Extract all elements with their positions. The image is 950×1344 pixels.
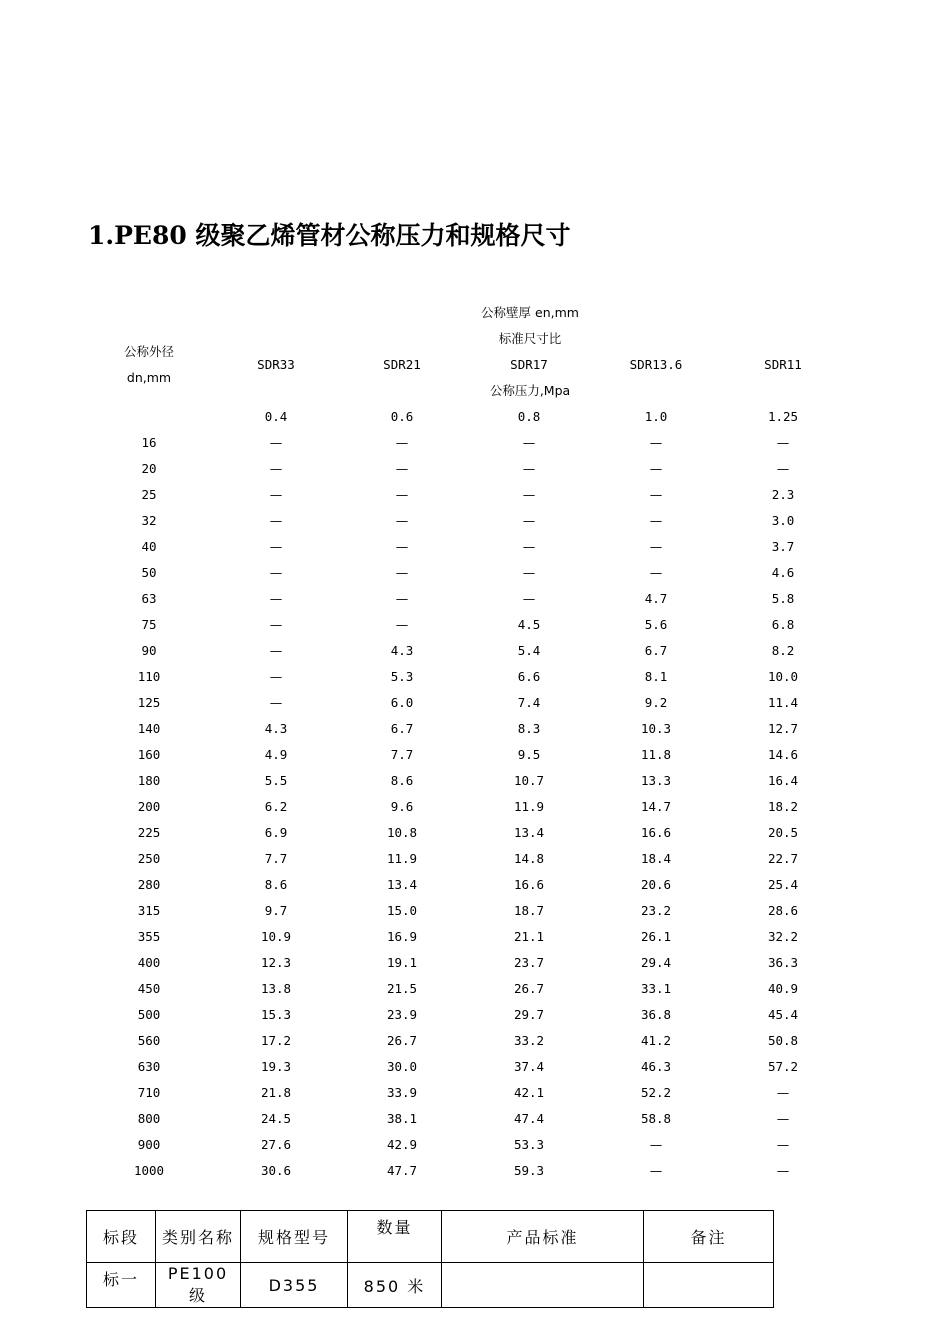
thickness-cell: 28.6 bbox=[767, 903, 799, 918]
bid-header-quantity: 数量 bbox=[348, 1211, 442, 1263]
bid-cell-standard bbox=[442, 1263, 644, 1308]
thickness-cell: 27.6 bbox=[260, 1137, 292, 1152]
thickness-cell: — bbox=[395, 591, 409, 606]
thickness-cell: 8.3 bbox=[517, 721, 541, 736]
thickness-cell: — bbox=[269, 487, 283, 502]
thickness-cell: 29.7 bbox=[513, 1007, 545, 1022]
thickness-cell: 16.9 bbox=[386, 929, 418, 944]
thickness-cell: — bbox=[649, 539, 663, 554]
thickness-cell: — bbox=[269, 435, 283, 450]
thickness-cell: 22.7 bbox=[767, 851, 799, 866]
thickness-cell: — bbox=[776, 1137, 790, 1152]
sdr-column-header: SDR21 bbox=[383, 357, 421, 372]
thickness-cell: 36.3 bbox=[767, 955, 799, 970]
sdr-column-header: SDR13.6 bbox=[629, 357, 683, 372]
document-title: 1.PE80 级聚乙烯管材公称压力和规格尺寸 bbox=[88, 221, 571, 250]
thickness-cell: — bbox=[522, 539, 536, 554]
thickness-cell: 33.2 bbox=[513, 1033, 545, 1048]
thickness-cell: 8.2 bbox=[771, 643, 795, 658]
bid-cell-quantity: 850 米 bbox=[348, 1263, 442, 1308]
bid-table-header-row bbox=[87, 1211, 774, 1263]
dn-cell: 1000 bbox=[133, 1163, 165, 1178]
thickness-cell: 57.2 bbox=[767, 1059, 799, 1074]
dn-cell: 110 bbox=[137, 669, 161, 684]
bid-header-category: 类别名称 bbox=[156, 1211, 241, 1263]
thickness-cell: 46.3 bbox=[640, 1059, 672, 1074]
dn-cell: 63 bbox=[141, 591, 157, 606]
thickness-cell: — bbox=[522, 513, 536, 528]
dn-cell: 225 bbox=[137, 825, 161, 840]
thickness-cell: 11.4 bbox=[767, 695, 799, 710]
thickness-cell: — bbox=[776, 1111, 790, 1126]
thickness-cell: 12.3 bbox=[260, 955, 292, 970]
dn-cell: 630 bbox=[137, 1059, 161, 1074]
dn-cell: 800 bbox=[137, 1111, 161, 1126]
thickness-cell: 14.8 bbox=[513, 851, 545, 866]
pressure-cell: 0.6 bbox=[390, 409, 414, 424]
bid-header-section: 标段 bbox=[87, 1211, 156, 1263]
dn-cell: 180 bbox=[137, 773, 161, 788]
thickness-cell: 11.9 bbox=[386, 851, 418, 866]
thickness-cell: — bbox=[269, 565, 283, 580]
thickness-cell: 23.9 bbox=[386, 1007, 418, 1022]
thickness-cell: 7.7 bbox=[264, 851, 288, 866]
thickness-cell: 10.3 bbox=[640, 721, 672, 736]
thickness-cell: 5.4 bbox=[517, 643, 541, 658]
thickness-cell: 19.3 bbox=[260, 1059, 292, 1074]
dn-cell: 32 bbox=[141, 513, 157, 528]
thickness-cell: 50.8 bbox=[767, 1033, 799, 1048]
thickness-cell: — bbox=[649, 435, 663, 450]
thickness-cell: 4.6 bbox=[771, 565, 795, 580]
thickness-cell: 6.0 bbox=[390, 695, 414, 710]
thickness-cell: 41.2 bbox=[640, 1033, 672, 1048]
bid-table-row bbox=[87, 1263, 774, 1308]
thickness-cell: 10.9 bbox=[260, 929, 292, 944]
dn-cell: 500 bbox=[137, 1007, 161, 1022]
header-sdr: 标准尺寸比 bbox=[498, 331, 562, 346]
thickness-cell: 13.4 bbox=[513, 825, 545, 840]
thickness-cell: 45.4 bbox=[767, 1007, 799, 1022]
thickness-cell: 4.3 bbox=[264, 721, 288, 736]
thickness-cell: — bbox=[776, 461, 790, 476]
thickness-cell: 16.4 bbox=[767, 773, 799, 788]
thickness-cell: — bbox=[269, 695, 283, 710]
thickness-cell: — bbox=[522, 487, 536, 502]
thickness-cell: 6.2 bbox=[264, 799, 288, 814]
bid-header-spec: 规格型号 bbox=[241, 1211, 348, 1263]
thickness-cell: 21.1 bbox=[513, 929, 545, 944]
thickness-cell: — bbox=[776, 1085, 790, 1100]
dn-cell: 75 bbox=[141, 617, 157, 632]
thickness-cell: 38.1 bbox=[386, 1111, 418, 1126]
thickness-cell: 26.1 bbox=[640, 929, 672, 944]
thickness-cell: 6.6 bbox=[517, 669, 541, 684]
thickness-cell: — bbox=[269, 461, 283, 476]
thickness-cell: — bbox=[269, 669, 283, 684]
thickness-cell: 21.8 bbox=[260, 1085, 292, 1100]
thickness-cell: 15.3 bbox=[260, 1007, 292, 1022]
dn-cell: 710 bbox=[137, 1085, 161, 1100]
thickness-cell: 5.5 bbox=[264, 773, 288, 788]
thickness-cell: 13.4 bbox=[386, 877, 418, 892]
thickness-cell: — bbox=[522, 565, 536, 580]
thickness-cell: 16.6 bbox=[640, 825, 672, 840]
thickness-cell: — bbox=[776, 1163, 790, 1178]
dn-cell: 250 bbox=[137, 851, 161, 866]
dn-cell: 20 bbox=[141, 461, 157, 476]
dn-cell: 315 bbox=[137, 903, 161, 918]
thickness-cell: 23.7 bbox=[513, 955, 545, 970]
thickness-cell: — bbox=[269, 513, 283, 528]
thickness-cell: 2.3 bbox=[771, 487, 795, 502]
thickness-cell: — bbox=[522, 591, 536, 606]
thickness-cell: — bbox=[395, 435, 409, 450]
thickness-cell: 21.5 bbox=[386, 981, 418, 996]
pressure-cell: 1.25 bbox=[767, 409, 799, 424]
thickness-cell: 6.9 bbox=[264, 825, 288, 840]
thickness-cell: 9.6 bbox=[390, 799, 414, 814]
pressure-cell: 1.0 bbox=[644, 409, 668, 424]
bid-table bbox=[86, 1210, 774, 1308]
dn-cell: 280 bbox=[137, 877, 161, 892]
dn-cell: 125 bbox=[137, 695, 161, 710]
thickness-cell: 42.1 bbox=[513, 1085, 545, 1100]
thickness-cell: — bbox=[522, 461, 536, 476]
thickness-cell: 8.6 bbox=[390, 773, 414, 788]
thickness-cell: — bbox=[649, 487, 663, 502]
thickness-cell: 17.2 bbox=[260, 1033, 292, 1048]
thickness-cell: — bbox=[776, 435, 790, 450]
thickness-cell: 4.7 bbox=[644, 591, 668, 606]
thickness-cell: 58.8 bbox=[640, 1111, 672, 1126]
thickness-cell: 10.8 bbox=[386, 825, 418, 840]
thickness-cell: 9.2 bbox=[644, 695, 668, 710]
dn-cell: 400 bbox=[137, 955, 161, 970]
thickness-cell: 11.8 bbox=[640, 747, 672, 762]
thickness-cell: 7.7 bbox=[390, 747, 414, 762]
thickness-cell: — bbox=[269, 643, 283, 658]
header-od-line1: 公称外径 bbox=[123, 344, 175, 359]
thickness-cell: 47.7 bbox=[386, 1163, 418, 1178]
sdr-column-header: SDR33 bbox=[257, 357, 295, 372]
thickness-cell: 5.6 bbox=[644, 617, 668, 632]
thickness-cell: 53.3 bbox=[513, 1137, 545, 1152]
thickness-cell: — bbox=[522, 435, 536, 450]
thickness-cell: 5.8 bbox=[771, 591, 795, 606]
bid-cell-category: PE100 级 bbox=[156, 1263, 241, 1308]
dn-cell: 140 bbox=[137, 721, 161, 736]
thickness-cell: 3.7 bbox=[771, 539, 795, 554]
thickness-cell: 9.5 bbox=[517, 747, 541, 762]
thickness-cell: 4.5 bbox=[517, 617, 541, 632]
thickness-cell: 59.3 bbox=[513, 1163, 545, 1178]
thickness-cell: 18.7 bbox=[513, 903, 545, 918]
dn-cell: 450 bbox=[137, 981, 161, 996]
header-wall-thickness: 公称壁厚 en,mm bbox=[481, 305, 579, 320]
thickness-cell: 24.5 bbox=[260, 1111, 292, 1126]
thickness-cell: 19.1 bbox=[386, 955, 418, 970]
sdr-column-header: SDR11 bbox=[764, 357, 802, 372]
thickness-cell: 42.9 bbox=[386, 1137, 418, 1152]
thickness-cell: — bbox=[649, 565, 663, 580]
bid-header-remark: 备注 bbox=[644, 1211, 774, 1263]
thickness-cell: 12.7 bbox=[767, 721, 799, 736]
thickness-cell: 26.7 bbox=[386, 1033, 418, 1048]
thickness-cell: — bbox=[395, 461, 409, 476]
thickness-cell: — bbox=[395, 565, 409, 580]
thickness-cell: 14.6 bbox=[767, 747, 799, 762]
dn-cell: 200 bbox=[137, 799, 161, 814]
thickness-cell: 8.1 bbox=[644, 669, 668, 684]
pressure-cell: 0.4 bbox=[264, 409, 288, 424]
thickness-cell: — bbox=[269, 539, 283, 554]
thickness-cell: 10.7 bbox=[513, 773, 545, 788]
thickness-cell: 13.3 bbox=[640, 773, 672, 788]
thickness-cell: 20.6 bbox=[640, 877, 672, 892]
thickness-cell: 30.0 bbox=[386, 1059, 418, 1074]
thickness-cell: 15.0 bbox=[386, 903, 418, 918]
thickness-cell: 52.2 bbox=[640, 1085, 672, 1100]
header-od-line2: dn,mm bbox=[126, 370, 172, 385]
thickness-cell: 33.9 bbox=[386, 1085, 418, 1100]
dn-cell: 160 bbox=[137, 747, 161, 762]
thickness-cell: 33.1 bbox=[640, 981, 672, 996]
thickness-cell: 36.8 bbox=[640, 1007, 672, 1022]
thickness-cell: 13.8 bbox=[260, 981, 292, 996]
sdr-column-header: SDR17 bbox=[510, 357, 548, 372]
thickness-cell: 37.4 bbox=[513, 1059, 545, 1074]
dn-cell: 560 bbox=[137, 1033, 161, 1048]
thickness-cell: 10.0 bbox=[767, 669, 799, 684]
bid-cell-spec: D355 bbox=[241, 1263, 348, 1308]
bid-header-standard: 产品标准 bbox=[442, 1211, 644, 1263]
thickness-cell: 6.8 bbox=[771, 617, 795, 632]
thickness-cell: 40.9 bbox=[767, 981, 799, 996]
thickness-cell: 18.2 bbox=[767, 799, 799, 814]
dn-cell: 40 bbox=[141, 539, 157, 554]
thickness-cell: 26.7 bbox=[513, 981, 545, 996]
thickness-cell: — bbox=[649, 513, 663, 528]
thickness-cell: — bbox=[269, 617, 283, 632]
thickness-cell: 6.7 bbox=[390, 721, 414, 736]
thickness-cell: — bbox=[649, 461, 663, 476]
thickness-cell: — bbox=[395, 617, 409, 632]
thickness-cell: 29.4 bbox=[640, 955, 672, 970]
dn-cell: 50 bbox=[141, 565, 157, 580]
header-pressure: 公称压力,Mpa bbox=[489, 383, 571, 398]
thickness-cell: 4.3 bbox=[390, 643, 414, 658]
thickness-cell: — bbox=[395, 513, 409, 528]
thickness-cell: 23.2 bbox=[640, 903, 672, 918]
dn-cell: 90 bbox=[141, 643, 157, 658]
thickness-cell: 20.5 bbox=[767, 825, 799, 840]
thickness-cell: 11.9 bbox=[513, 799, 545, 814]
thickness-cell: 3.0 bbox=[771, 513, 795, 528]
pressure-cell: 0.8 bbox=[517, 409, 541, 424]
thickness-cell: 47.4 bbox=[513, 1111, 545, 1126]
bid-cell-section: 标一 bbox=[87, 1263, 156, 1308]
thickness-cell: — bbox=[395, 487, 409, 502]
thickness-cell: 14.7 bbox=[640, 799, 672, 814]
thickness-cell: 7.4 bbox=[517, 695, 541, 710]
thickness-cell: 30.6 bbox=[260, 1163, 292, 1178]
thickness-cell: 4.9 bbox=[264, 747, 288, 762]
thickness-cell: 6.7 bbox=[644, 643, 668, 658]
thickness-cell: — bbox=[649, 1163, 663, 1178]
thickness-cell: 25.4 bbox=[767, 877, 799, 892]
thickness-cell: 5.3 bbox=[390, 669, 414, 684]
thickness-cell: — bbox=[649, 1137, 663, 1152]
bid-cell-remark bbox=[644, 1263, 774, 1308]
thickness-cell: 9.7 bbox=[264, 903, 288, 918]
thickness-cell: 32.2 bbox=[767, 929, 799, 944]
dn-cell: 900 bbox=[137, 1137, 161, 1152]
thickness-cell: 8.6 bbox=[264, 877, 288, 892]
dn-cell: 25 bbox=[141, 487, 157, 502]
dn-cell: 16 bbox=[141, 435, 157, 450]
thickness-cell: — bbox=[269, 591, 283, 606]
thickness-cell: — bbox=[395, 539, 409, 554]
thickness-cell: 18.4 bbox=[640, 851, 672, 866]
thickness-cell: 16.6 bbox=[513, 877, 545, 892]
dn-cell: 355 bbox=[137, 929, 161, 944]
